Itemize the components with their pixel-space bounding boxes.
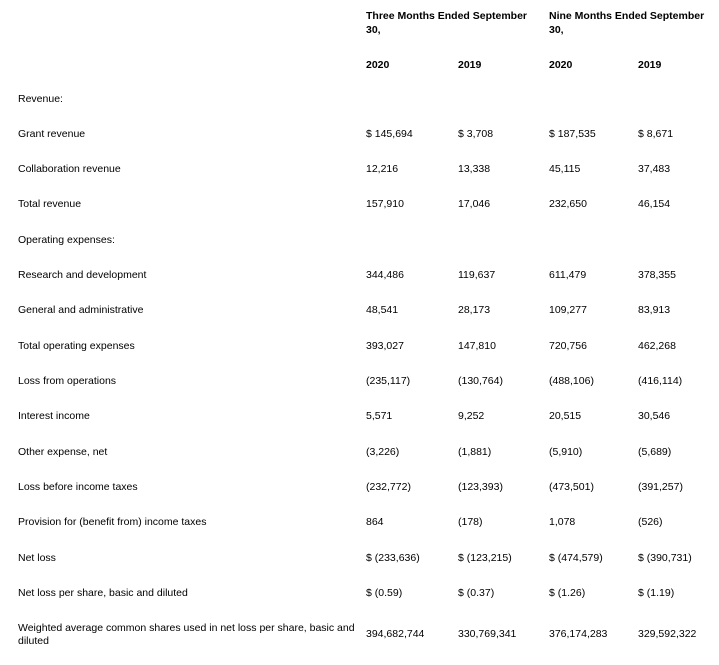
table-row	[0, 410, 719, 436]
header-three-months: Three Months Ended September 30,	[366, 10, 528, 36]
row-value: (3,226)	[366, 446, 400, 458]
row-label: Operating expenses:	[18, 234, 115, 246]
table-row	[0, 446, 719, 472]
row-value: 394,682,744	[366, 628, 425, 640]
row-value: 83,913	[638, 304, 671, 316]
table-row	[0, 128, 719, 154]
row-value: 393,027	[366, 340, 404, 352]
row-value: (130,764)	[458, 375, 503, 387]
row-value: $ (1.19)	[638, 587, 675, 599]
row-label: Grant revenue	[18, 128, 86, 140]
row-value: $ 145,694	[366, 128, 413, 140]
row-value: 119,637	[458, 269, 496, 281]
row-value: (5,910)	[549, 446, 583, 458]
row-value: 13,338	[458, 163, 491, 175]
header-year-q-2019: 2019	[458, 59, 482, 71]
row-label: Loss from operations	[18, 375, 117, 387]
row-value: $ 187,535	[549, 128, 596, 140]
row-value: 329,592,322	[638, 628, 697, 640]
row-value: (5,689)	[638, 446, 672, 458]
row-value: (123,393)	[458, 481, 503, 493]
row-label: Other expense, net	[18, 446, 108, 458]
table-row	[0, 622, 719, 648]
row-label: Research and development	[18, 269, 147, 281]
row-label: Interest income	[18, 410, 90, 422]
table-row	[0, 93, 719, 119]
row-value: 46,154	[638, 198, 671, 210]
row-value: $ (474,579)	[549, 552, 603, 564]
row-value: 157,910	[366, 198, 404, 210]
row-value: 720,756	[549, 340, 587, 352]
row-value: (178)	[458, 516, 483, 528]
row-label: Total revenue	[18, 198, 82, 210]
header-year-9m-2019: 2019	[638, 59, 662, 71]
row-value: $ 8,671	[638, 128, 674, 140]
row-label: Weighted average common shares used in net loss per share, basic and diluted	[18, 622, 355, 647]
row-value: (232,772)	[366, 481, 411, 493]
row-value: 330,769,341	[458, 628, 517, 640]
row-value: 37,483	[638, 163, 671, 175]
row-value: 28,173	[458, 304, 491, 316]
row-value: 48,541	[366, 304, 399, 316]
table-row	[0, 234, 719, 260]
row-label: Revenue:	[18, 93, 63, 105]
row-value: $ (123,215)	[458, 552, 512, 564]
row-value: (235,117)	[366, 375, 411, 387]
row-value: 344,486	[366, 269, 404, 281]
row-value: 232,650	[549, 198, 587, 210]
row-value: 12,216	[366, 163, 399, 175]
table-row	[0, 481, 719, 507]
row-value: 17,046	[458, 198, 491, 210]
table-row	[0, 340, 719, 366]
row-label: Total operating expenses	[18, 340, 135, 352]
row-value: $ (390,731)	[638, 552, 692, 564]
row-value: (1,881)	[458, 446, 492, 458]
row-label: Collaboration revenue	[18, 163, 121, 175]
row-value: 30,546	[638, 410, 671, 422]
row-value: (488,106)	[549, 375, 594, 387]
row-value: 9,252	[458, 410, 485, 422]
row-value: $ 3,708	[458, 128, 494, 140]
row-label: Net loss per share, basic and diluted	[18, 587, 188, 599]
row-value: $ (0.59)	[366, 587, 403, 599]
row-value: (526)	[638, 516, 663, 528]
row-label: Loss before income taxes	[18, 481, 138, 493]
row-label: General and administrative	[18, 304, 144, 316]
row-value: 864	[366, 516, 384, 528]
table-row	[0, 269, 719, 295]
row-value: 5,571	[366, 410, 393, 422]
table-row	[0, 163, 719, 189]
row-value: $ (0.37)	[458, 587, 495, 599]
row-value: 611,479	[549, 269, 587, 281]
row-value: $ (1.26)	[549, 587, 586, 599]
row-value: 1,078	[549, 516, 576, 528]
row-value: (391,257)	[638, 481, 683, 493]
row-value: (473,501)	[549, 481, 594, 493]
row-value: 109,277	[549, 304, 587, 316]
row-value: 378,355	[638, 269, 676, 281]
row-value: $ (233,636)	[366, 552, 420, 564]
header-nine-months: Nine Months Ended September 30,	[549, 10, 705, 36]
row-value: 45,115	[549, 163, 581, 175]
row-value: 376,174,283	[549, 628, 608, 640]
table-row	[0, 304, 719, 330]
table-row	[0, 587, 719, 613]
header-year-9m-2020: 2020	[549, 59, 573, 71]
row-label: Provision for (benefit from) income taxes	[18, 516, 207, 528]
table-row	[0, 198, 719, 224]
row-label: Net loss	[18, 552, 56, 564]
table-row	[0, 552, 719, 578]
header-year-q-2020: 2020	[366, 59, 390, 71]
row-value: 147,810	[458, 340, 496, 352]
row-value: 20,515	[549, 410, 582, 422]
row-value: 462,268	[638, 340, 676, 352]
row-value: (416,114)	[638, 375, 683, 387]
table-row	[0, 516, 719, 542]
table-row	[0, 375, 719, 401]
